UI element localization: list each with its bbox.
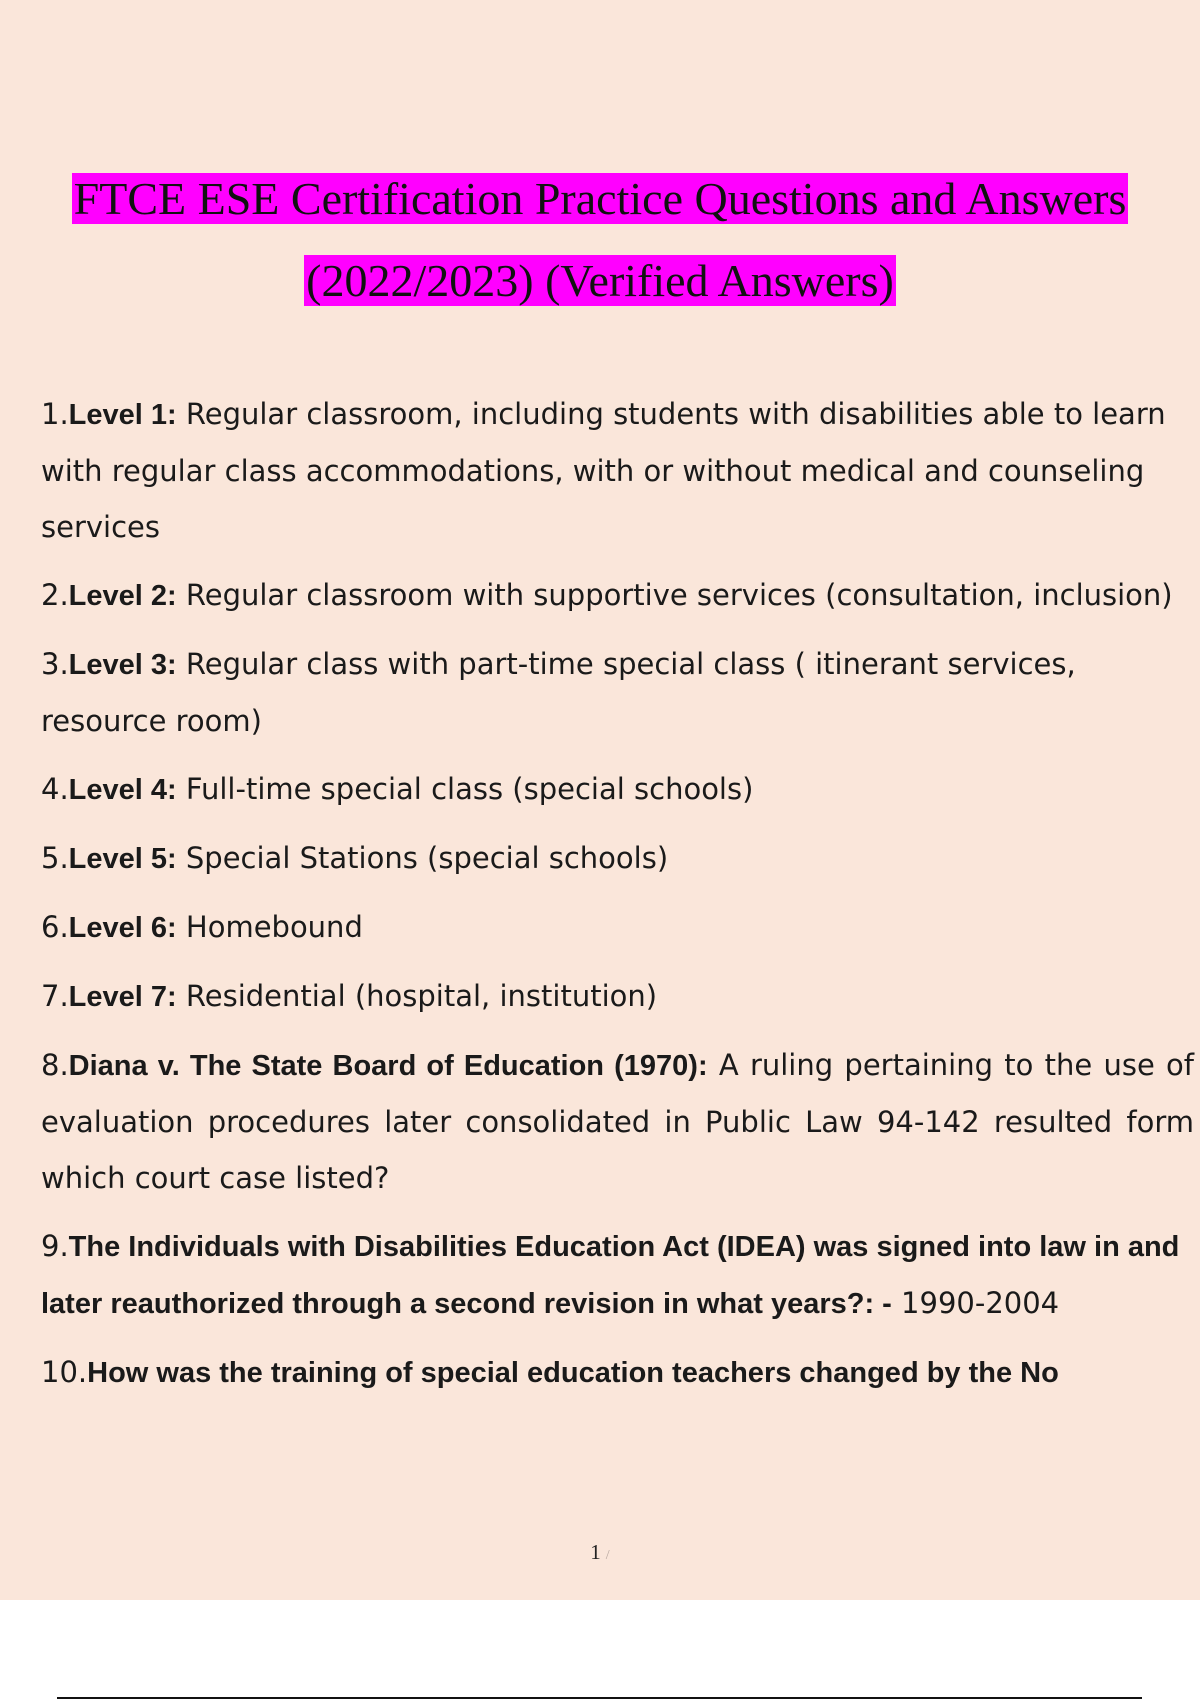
item-term: Diana v. The State Board of Education (1970): [68, 1050, 708, 1082]
list-item [41, 1037, 1194, 1206]
list-item [41, 968, 1194, 1025]
item-number: 4. [41, 772, 69, 806]
page-number-value: 1 [590, 1540, 601, 1564]
item-term: Level 2: [68, 580, 177, 612]
item-term: Level 7: [68, 981, 177, 1013]
item-text: Regular classroom with supportive services (consultation, inclusion) [176, 578, 1173, 612]
list-item [41, 636, 1194, 749]
item-term: The Individuals with Disabilities Education Act (IDEA) was signed into law in and later reauthorized through a second revision in what years?: - [41, 1231, 1180, 1320]
item-term: Level 5: [68, 843, 177, 875]
item-text: Regular classroom, including students with disabilities able to learn with regular class accommodations, with or without medical and counseling services [41, 397, 1166, 544]
item-number: 3. [41, 647, 69, 681]
item-text: Full-time special class (special schools) [176, 772, 754, 806]
footer-divider [57, 1697, 1142, 1699]
item-text: Regular class with part-time special class ( itinerant services, resource room) [41, 647, 1076, 738]
item-term: How was the training of special education teachers changed by the No [87, 1357, 1059, 1389]
item-number: 1. [41, 397, 69, 431]
item-text: Homebound [176, 910, 363, 944]
item-term: Level 6: [68, 912, 177, 944]
list-item [41, 567, 1194, 624]
item-text: Special Stations (special schools) [176, 841, 669, 875]
item-text: Residential (hospital, institution) [176, 979, 658, 1013]
list-item [41, 761, 1194, 818]
item-number: 9. [41, 1229, 69, 1263]
list-item [41, 830, 1194, 887]
item-text: A ruling pertaining to the use of evaluation procedures later consolidated in Public Law 94-142 resulted form which court case listed? [41, 1048, 1195, 1195]
item-term: Level 1: [68, 399, 177, 431]
title-line-1: FTCE ESE Certification Practice Questions and Answers [73, 173, 1127, 224]
item-term: Level 3: [68, 649, 177, 681]
title-line-2: (2022/2023) (Verified Answers) [306, 255, 894, 306]
list-item [41, 1218, 1194, 1332]
item-number: 10. [41, 1355, 88, 1389]
item-number: 5. [41, 841, 69, 875]
list-item [41, 899, 1194, 956]
list-item [41, 1344, 1194, 1401]
item-number: 2. [41, 578, 69, 612]
page-mark: / [605, 1548, 610, 1563]
item-number: 7. [41, 979, 69, 1013]
page-number [0, 1540, 1200, 1565]
item-number: 6. [41, 910, 69, 944]
item-term: Level 4: [68, 774, 177, 806]
document-title [0, 158, 1200, 322]
item-text: 1990-2004 [891, 1286, 1060, 1320]
question-list [41, 386, 1194, 1413]
list-item [41, 386, 1194, 555]
item-number: 8. [41, 1048, 69, 1082]
